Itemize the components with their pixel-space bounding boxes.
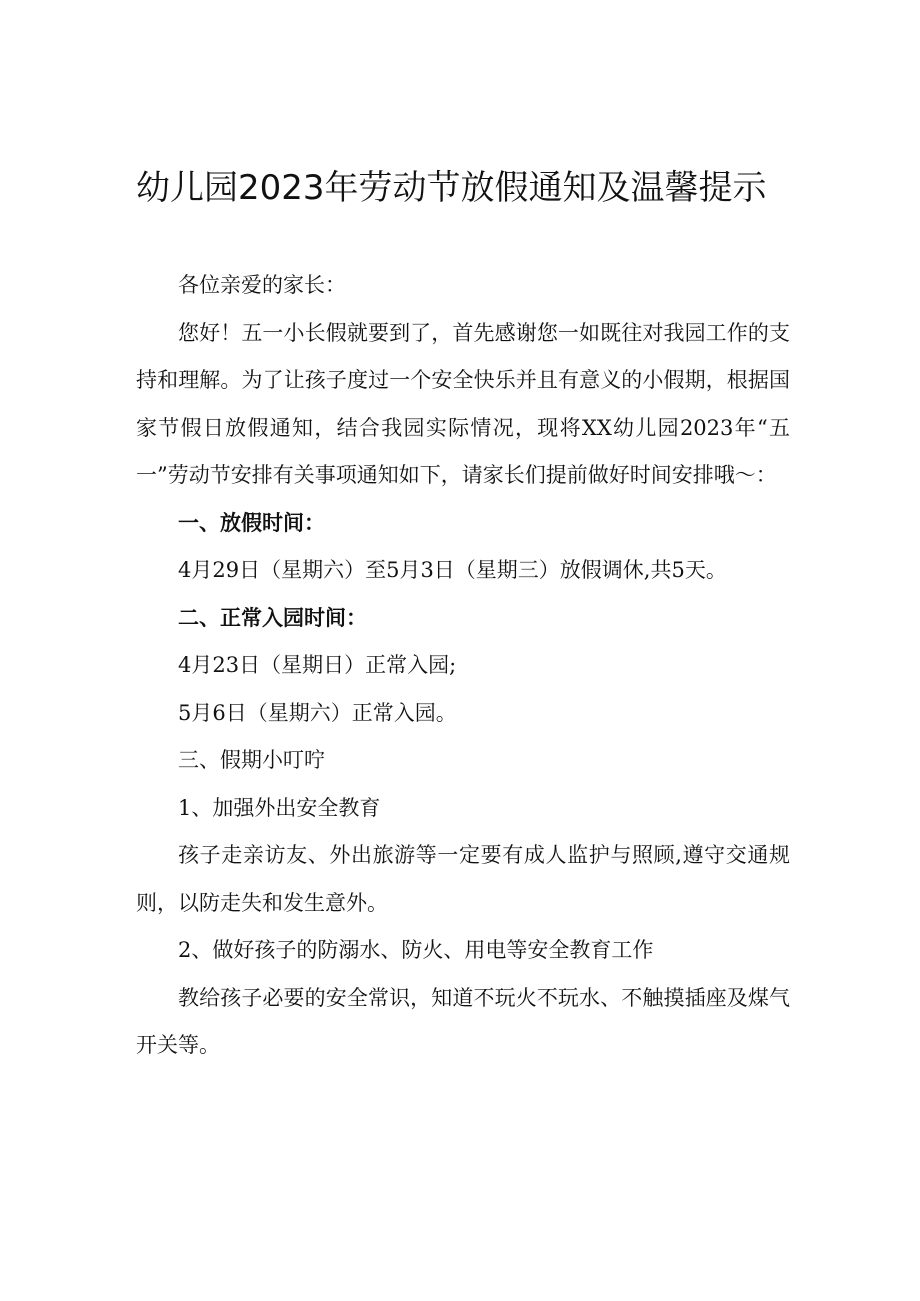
tip-1-text: 孩子走亲访友、外出旅游等一定要有成人监护与照顾,遵守交通规则，以防走失和发生意外。 [136,843,790,915]
document-title: 幼儿园2023年劳动节放假通知及温馨提示 [136,168,767,208]
section-heading-reminders: 三、假期小叮咛 [178,748,325,772]
tip-2-heading: 2、做好孩子的防溺水、防火、用电等安全教育工作 [178,938,654,962]
school-time-line-1: 4月23日（星期日）正常入园; [178,653,457,677]
section-heading-holiday-time: 一、放假时间： [178,510,325,535]
salutation: 各位亲爱的家长： [178,273,346,297]
tip-2-text: 教给孩子必要的安全常识，知道不玩火不玩水、不触摸插座及煤气开关等。 [136,985,790,1057]
intro-paragraph: 您好！五一小长假就要到了，首先感谢您一如既往对我园工作的支持和理解。为了让孩子度过一个安全快乐并且有意义的小假期，根据国家节假日放假通知，结合我园实际情况，现将XX幼儿园2023年“五一”劳动节安排有关事项通知如下，请家长们提前做好时间安排哦～： [136,320,790,487]
holiday-time-text: 4月29日（星期六）至5月3日（星期三）放假调休,共5天。 [178,558,727,582]
section-heading-school-time: 二、正常入园时间： [178,605,367,630]
school-time-line-2: 5月6日（星期六）正常入园。 [178,700,457,725]
document-body [136,262,790,1070]
tip-1-heading: 1、加强外出安全教育 [178,795,381,820]
